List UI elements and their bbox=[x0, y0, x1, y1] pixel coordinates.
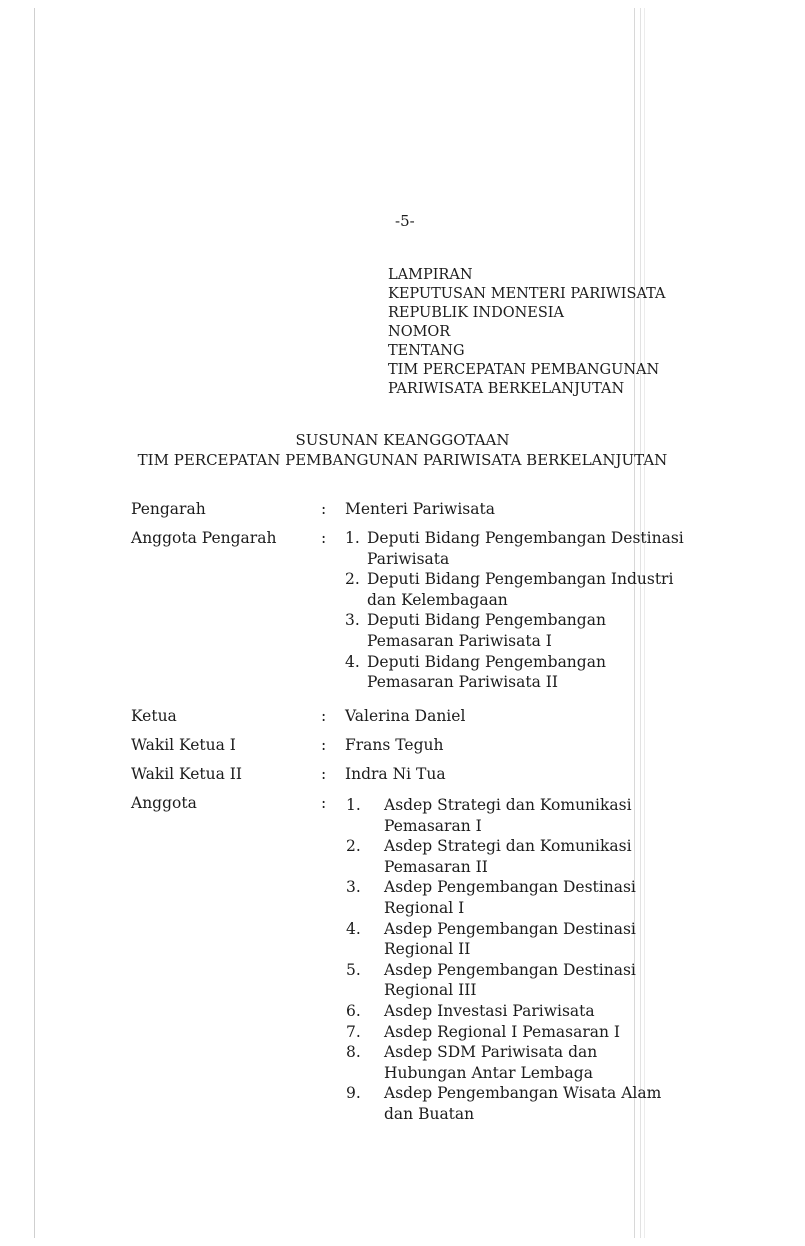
item-text: dan Kelembagaan bbox=[367, 590, 508, 609]
item-text: Asdep Investasi Pariwisata bbox=[384, 1001, 595, 1020]
item-number: 5. bbox=[346, 960, 361, 979]
item-text: Regional III bbox=[384, 981, 477, 1000]
item-text: Regional I bbox=[384, 898, 465, 917]
item-text: Pemasaran Pariwisata II bbox=[367, 673, 559, 692]
list-item bbox=[345, 877, 661, 918]
role-label: Wakil Ketua II bbox=[131, 765, 243, 783]
anggota-list bbox=[345, 795, 661, 1125]
role-value: Valerina Daniel bbox=[345, 707, 466, 725]
item-number: 2. bbox=[345, 570, 360, 589]
role-value: Frans Teguh bbox=[345, 736, 444, 754]
lampiran-line: NOMOR bbox=[388, 324, 451, 340]
item-text: Asdep Pengembangan Destinasi bbox=[384, 919, 636, 938]
role-label: Anggota bbox=[131, 794, 197, 812]
role-label: Anggota Pengarah bbox=[131, 529, 277, 547]
page-number: -5- bbox=[395, 212, 415, 230]
item-text: Asdep Regional I Pemasaran I bbox=[384, 1022, 621, 1041]
colon-separator: : bbox=[321, 707, 327, 725]
item-number: 4. bbox=[345, 652, 360, 671]
list-item bbox=[345, 836, 661, 877]
role-value: Indra Ni Tua bbox=[345, 765, 446, 783]
item-text: Deputi Bidang Pengembangan Destinasi bbox=[367, 529, 684, 547]
item-text: Pemasaran Pariwisata I bbox=[367, 631, 552, 650]
colon-separator: : bbox=[321, 794, 327, 812]
item-text: Hubungan Antar Lembaga bbox=[384, 1063, 593, 1082]
list-item bbox=[345, 1022, 661, 1043]
item-number: 6. bbox=[346, 1001, 361, 1020]
item-number: 2. bbox=[346, 837, 361, 856]
lampiran-line: LAMPIRAN bbox=[388, 267, 473, 283]
item-text: Asdep Strategi dan Komunikasi bbox=[384, 796, 632, 814]
item-text: Deputi Bidang Pengembangan Industri bbox=[367, 570, 674, 589]
item-text: Asdep Strategi dan Komunikasi bbox=[384, 837, 632, 856]
item-text: Pemasaran I bbox=[384, 816, 482, 835]
role-label: Wakil Ketua I bbox=[131, 736, 236, 754]
item-number: 1. bbox=[345, 529, 360, 547]
item-text: Pemasaran II bbox=[384, 857, 488, 876]
item-text: Asdep Pengembangan Destinasi bbox=[384, 960, 636, 979]
list-item bbox=[345, 569, 684, 610]
item-text: Regional II bbox=[384, 940, 471, 959]
list-item bbox=[345, 610, 684, 651]
item-text: Deputi Bidang Pengembangan bbox=[367, 652, 606, 671]
lampiran-line: TENTANG bbox=[388, 343, 465, 359]
colon-separator: : bbox=[321, 500, 327, 518]
colon-separator: : bbox=[321, 736, 327, 754]
list-item bbox=[345, 960, 661, 1001]
item-text: Deputi Bidang Pengembangan bbox=[367, 611, 606, 630]
item-number: 1. bbox=[346, 796, 361, 814]
item-text: Asdep Pengembangan Destinasi bbox=[384, 878, 636, 897]
item-number: 3. bbox=[346, 878, 361, 897]
list-item bbox=[345, 795, 661, 836]
lampiran-header-block bbox=[388, 266, 666, 399]
scan-edge-line-left bbox=[34, 8, 35, 1238]
list-item bbox=[345, 652, 684, 693]
colon-separator: : bbox=[321, 765, 327, 783]
list-item bbox=[345, 919, 661, 960]
list-item bbox=[345, 1083, 661, 1124]
document-title bbox=[0, 430, 805, 470]
lampiran-line: PARIWISATA BERKELANJUTAN bbox=[388, 381, 625, 397]
title-line-1: SUSUNAN KEANGGOTAAN bbox=[295, 431, 510, 449]
title-line-2: TIM PERCEPATAN PEMBANGUNAN PARIWISATA BERKELANJUTAN bbox=[137, 451, 668, 469]
anggota-pengarah-list bbox=[345, 528, 684, 693]
item-number: 3. bbox=[345, 611, 360, 630]
item-number: 4. bbox=[346, 919, 361, 938]
item-text: dan Buatan bbox=[384, 1104, 475, 1123]
item-number: 8. bbox=[346, 1043, 361, 1062]
item-text: Asdep Pengembangan Wisata Alam bbox=[384, 1084, 662, 1103]
lampiran-line: KEPUTUSAN MENTERI PARIWISATA bbox=[388, 286, 666, 302]
role-value: Menteri Pariwisata bbox=[345, 500, 495, 518]
colon-separator: : bbox=[321, 529, 327, 547]
item-number: 9. bbox=[346, 1084, 361, 1103]
list-item bbox=[345, 1042, 661, 1083]
item-number: 7. bbox=[346, 1022, 361, 1041]
list-item bbox=[345, 528, 684, 569]
item-text: Asdep SDM Pariwisata dan bbox=[384, 1043, 598, 1062]
role-label: Pengarah bbox=[131, 500, 206, 518]
list-item bbox=[345, 1001, 661, 1022]
item-text: Pariwisata bbox=[367, 549, 450, 568]
role-label: Ketua bbox=[131, 707, 177, 725]
lampiran-line: REPUBLIK INDONESIA bbox=[388, 305, 565, 321]
lampiran-line: TIM PERCEPATAN PEMBANGUNAN bbox=[388, 362, 660, 378]
